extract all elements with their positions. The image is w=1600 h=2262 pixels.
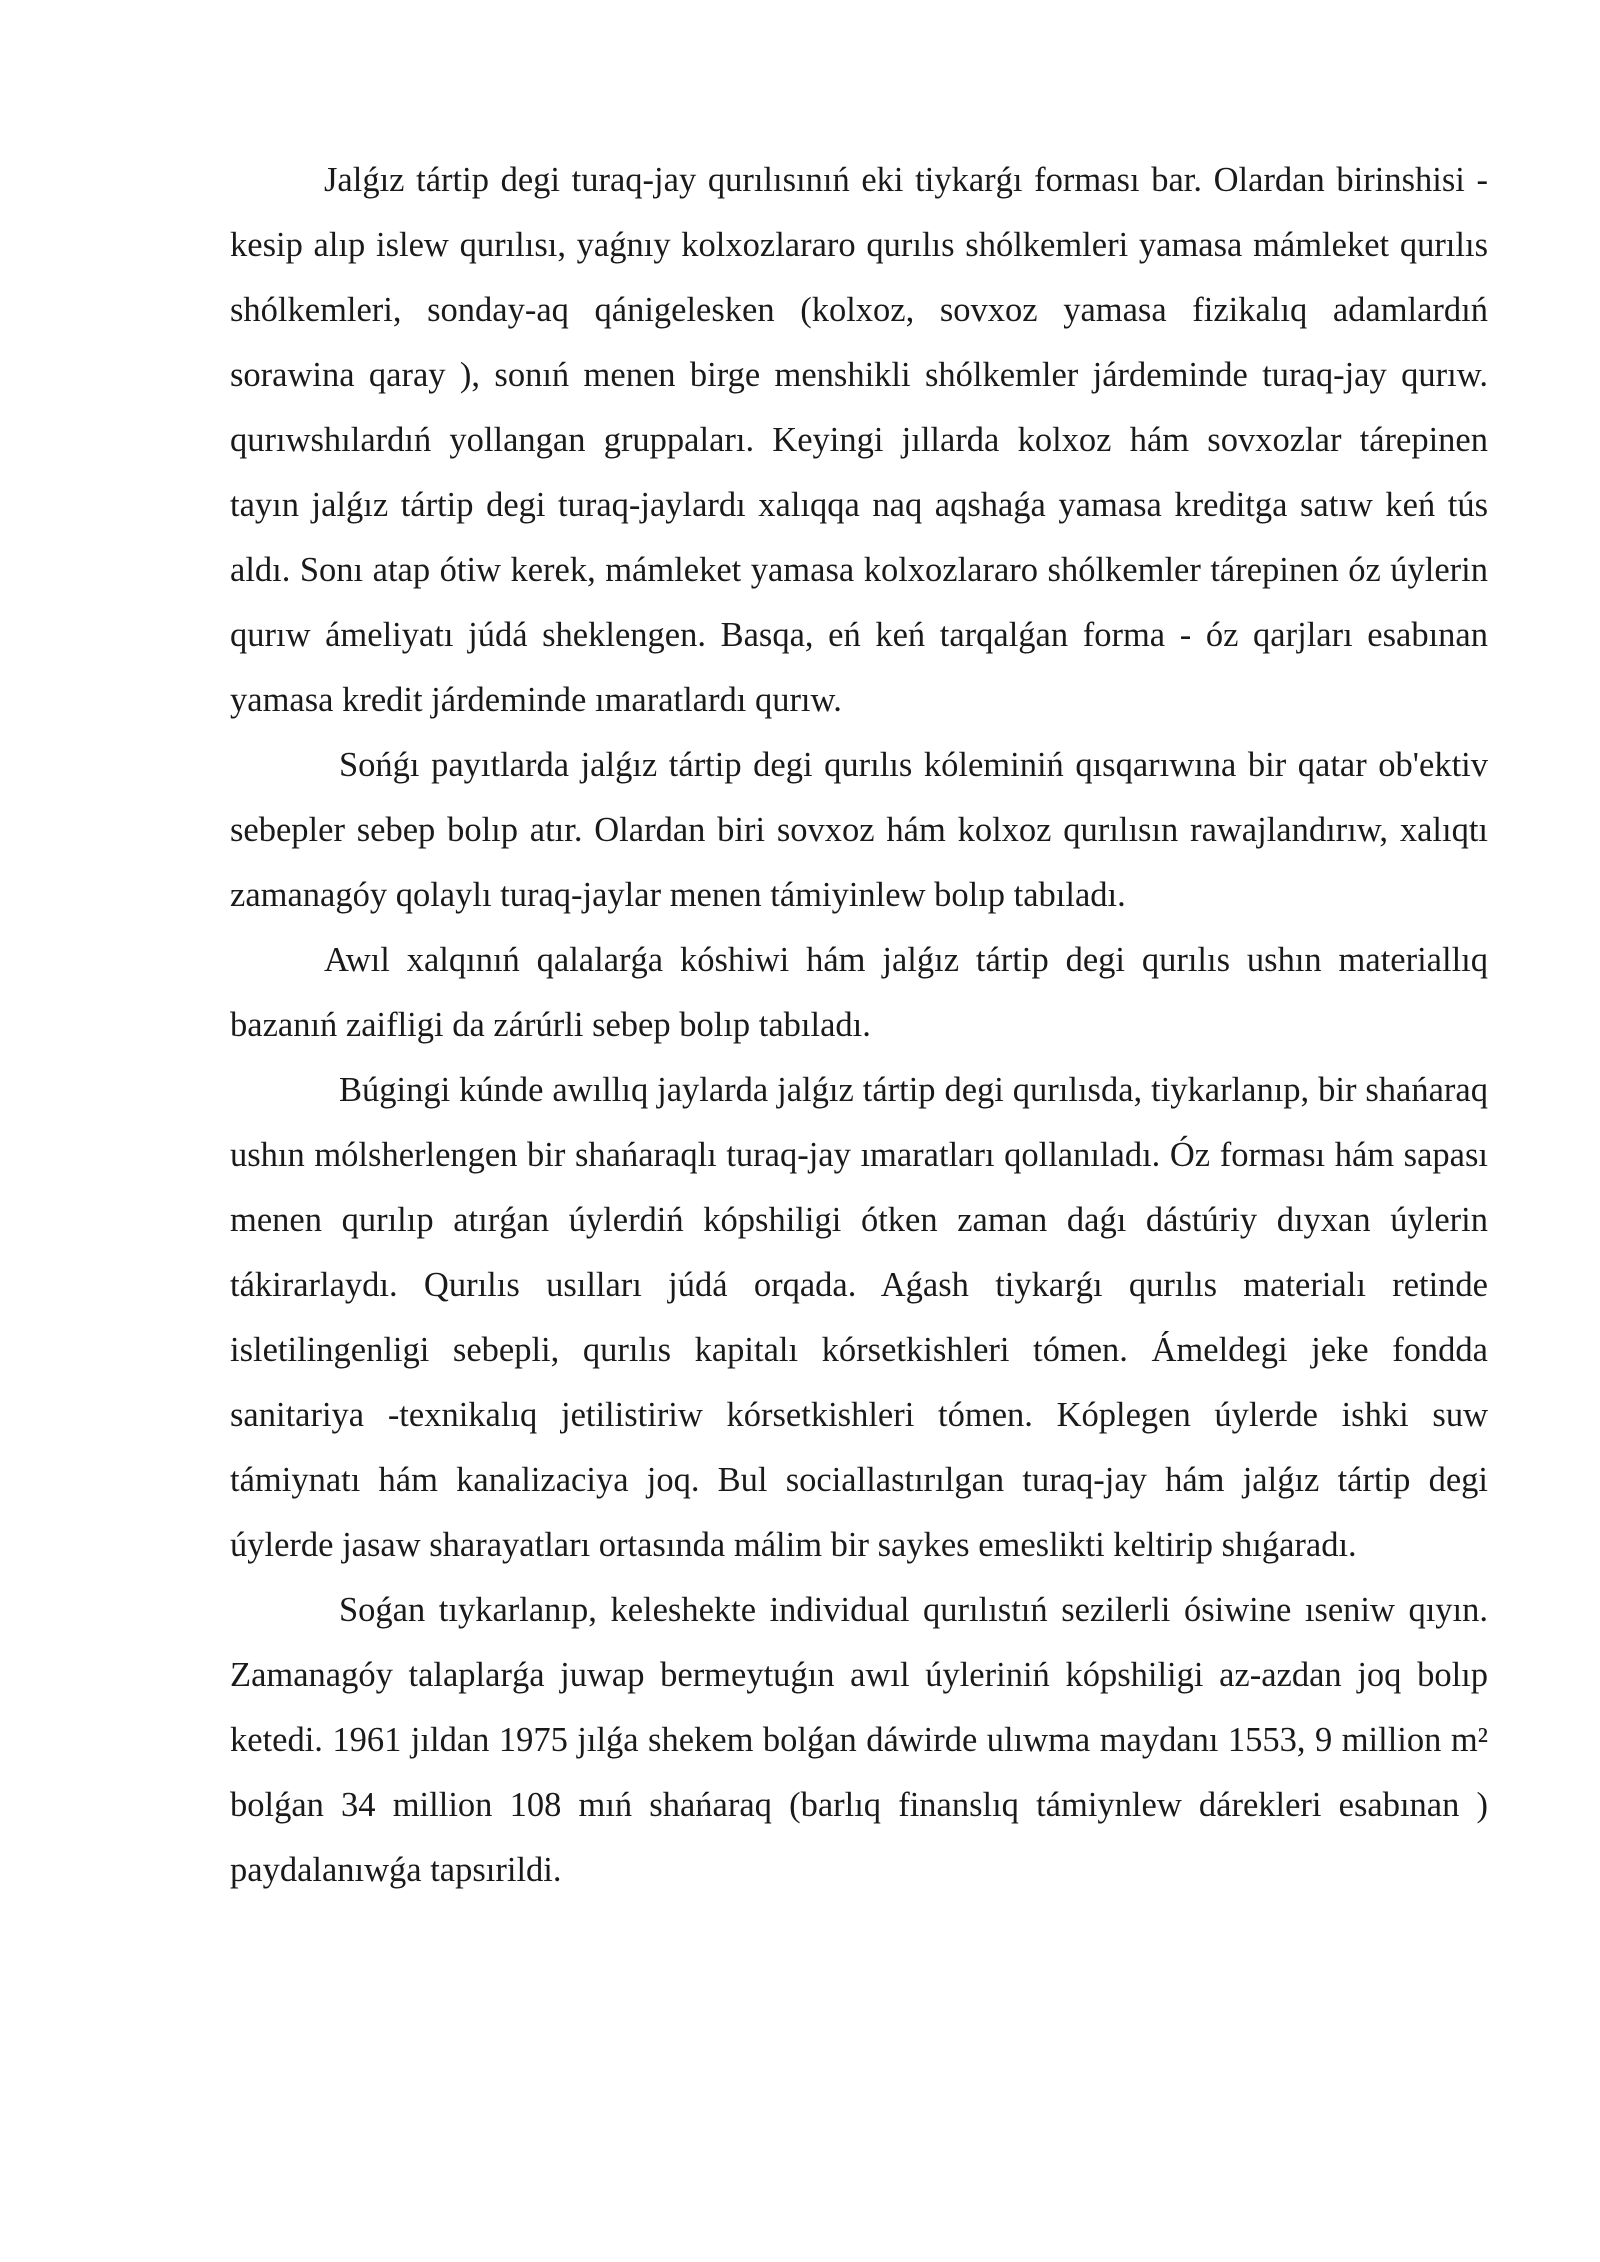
paragraph-4: Búgingi kúnde awıllıq jaylarda jalǵız tártip degi qurılısda, tiykarlanıp, bir shańaraq ushın mólsherlengen bir shańaraqlı turaq-jay ımaratları qollanıladı. Óz forması hám sapası menen qurılıp atırǵan úylerdiń kópshiligi ótken zaman daǵı dástúriy dıyxan úylerin tákirarlaydı. Qurılıs usılları júdá orqada. Aǵash tiykarǵı qurılıs materialı retinde isletilingenligi sebepli, qurılıs kapitalı kórsetkishleri tómen. Ámeldegi jeke fondda sanitariya -texnikalıq jetilistiriw kórsetkishleri tómen. Kóplegen úylerde ishki suw támiynatı hám kanalizaciya joq. Bul sociallastırılgan turaq-jay hám jalǵız tártip degi úylerde jasaw sharayatları ortasında málim bir saykes emeslikti keltirip shıǵaradı.	[230, 1071, 1488, 1564]
paragraph-5: Soǵan tıykarlanıp, keleshekte individual qurılıstıń sezilerli ósiwine ıseniw qıyın. Zamanagóy talaplarǵa juwap bermeytuǵın awıl úyleriniń kópshiligi az-azdan joq bolıp ketedi. 1961 jıldan 1975 jılǵa shekem bolǵan dáwirde ulıwma maydanı 1553, 9 million m² bolǵan 34 million 108 mıń shańaraq (barlıq finanslıq támiynlew dárekleri esabınan ) paydalanıwǵa tapsırildi.	[230, 1591, 1488, 1889]
paragraph-1: Jalǵız tártip degi turaq-jay qurılısınıń eki tiykarǵı forması bar. Olardan birinshisi - kesip alıp islew qurılısı, yaǵnıy kolxozlararo qurılıs shólkemleri yamasa mámleket qurılıs shólkemleri, sonday-aq qánigelesken (kolxoz, sovxoz yamasa fizikalıq adamlardıń sorawina qaray ), sonıń menen birge menshikli shólkemler járdeminde turaq-jay qurıw. qurıwshılardıń yollangan gruppaları. Keyingi jıllarda kolxoz hám sovxozlar tárepinen tayın jalǵız tártip degi turaq-jaylardı xalıqqa naq aqshaǵa yamasa kreditga satıw keń tús aldı. Sonı atap ótiw kerek, mámleket yamasa kolxozlararo shólkemler tárepinen óz úylerin qurıw ámeliyatı júdá sheklengen. Basqa, eń keń tarqalǵan forma - óz qarjları esabınan yamasa kredit járdeminde ımaratlardı qurıw.	[230, 161, 1488, 719]
paragraph-2: Sońǵı payıtlarda jalǵız tártip degi qurılıs kóleminiń qısqarıwına bir qatar ob'ektiv sebepler sebep bolıp atır. Olardan biri sovxoz hám kolxoz qurılısın rawajlandırıw, xalıqtı zamanagóy qolaylı turaq-jaylar menen támiyinlew bolıp tabıladı.	[230, 746, 1488, 914]
paragraph-3: Awıl xalqınıń qalalarǵa kóshiwi hám jalǵız tártip degi qurılıs ushın materiallıq bazanıń zaifligi da zárúrli sebep bolıp tabıladı.	[230, 941, 1488, 1044]
document-page	[230, 148, 1488, 1903]
